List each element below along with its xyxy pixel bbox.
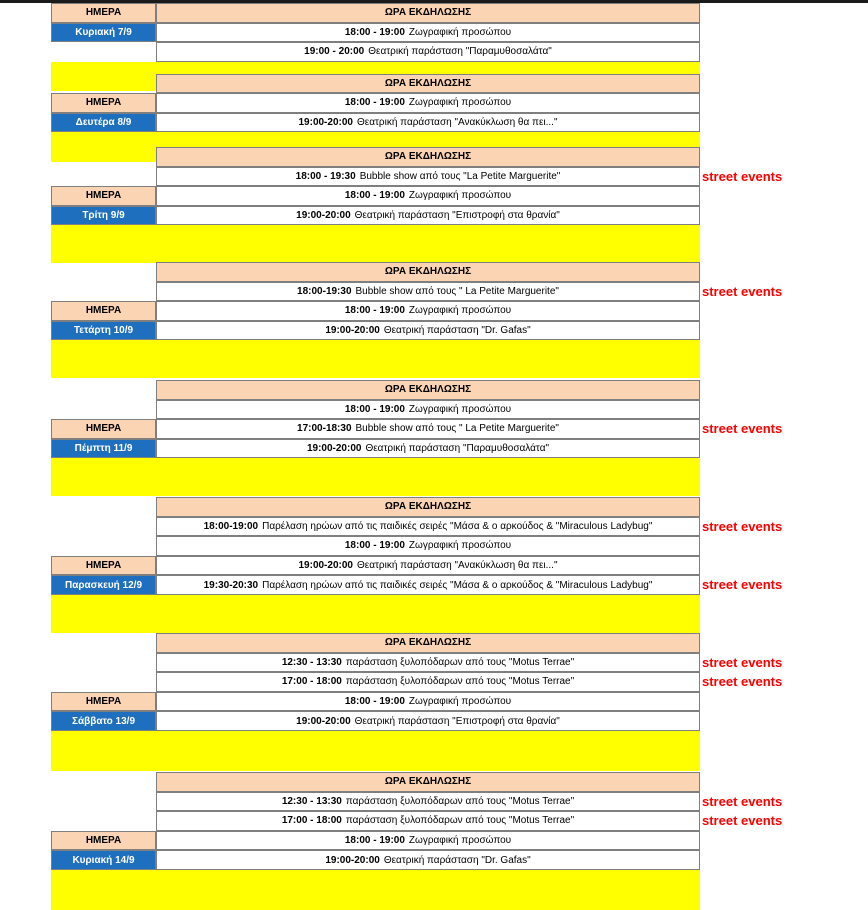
time-header-label: ΩΡΑ ΕΚΔΗΛΩΣΗΣ	[384, 776, 472, 788]
event-row	[156, 167, 700, 187]
event-time: 18:00 - 19:00	[344, 26, 405, 38]
street-events-label: street events	[702, 654, 783, 670]
street-events-label: street events	[702, 577, 783, 593]
event-title: Θεατρική παράσταση "Επιστροφή στα θρανία"	[354, 715, 560, 727]
separator-band	[51, 340, 700, 378]
event-row	[156, 692, 700, 712]
event-time: 17:00 - 18:00	[281, 676, 342, 688]
time-header-label: ΩΡΑ ΕΚΔΗΛΩΣΗΣ	[384, 384, 472, 396]
event-title: Θεατρική παράσταση "Ανακύκλωση θα πει..."	[356, 116, 558, 128]
event-time: 19:00-20:00	[325, 854, 380, 866]
separator-band	[51, 595, 700, 633]
event-title: Bubble show από τους " La Petite Marguerite"	[355, 423, 559, 435]
event-row	[156, 536, 700, 556]
event-row	[156, 850, 700, 870]
day-header-label: ΗΜΕΡΑ	[85, 7, 122, 19]
street-events-label: street events	[702, 283, 783, 299]
event-title: Ζωγραφική προσώπου	[408, 835, 512, 847]
day-cell	[51, 575, 156, 595]
day-cell	[51, 439, 156, 459]
event-title: Θεατρική παράσταση "Dr. Gafas"	[383, 854, 531, 866]
event-time: 12:30 - 13:30	[281, 795, 342, 807]
day-header-label: ΗΜΕΡΑ	[85, 97, 122, 109]
day-header-label: ΗΜΕΡΑ	[85, 696, 122, 708]
event-time: 18:00 - 19:30	[295, 170, 356, 182]
day-header	[51, 93, 156, 113]
day-header	[51, 556, 156, 576]
event-title: Ζωγραφική προσώπου	[408, 97, 512, 109]
time-header	[156, 3, 700, 23]
event-time: 18:00 - 19:00	[344, 540, 405, 552]
event-row	[156, 672, 700, 692]
day-header-label: ΗΜΕΡΑ	[85, 305, 122, 317]
day-label: Σάββατο 13/9	[71, 715, 136, 727]
day-header	[51, 3, 156, 23]
event-row	[156, 419, 700, 439]
event-time: 18:00-19:30	[297, 285, 352, 297]
day-cell	[51, 23, 156, 43]
event-row	[156, 282, 700, 302]
event-row	[156, 575, 700, 595]
event-time: 19:30-20:30	[203, 579, 259, 591]
event-title: παράσταση ξυλοπόδαρων από τους "Motus Terrae"	[345, 676, 575, 688]
event-title: Θεατρική παράσταση "Παραμυθοσαλάτα"	[368, 46, 552, 58]
time-header	[156, 147, 700, 167]
time-header-label: ΩΡΑ ΕΚΔΗΛΩΣΗΣ	[384, 501, 472, 513]
time-header	[156, 380, 700, 400]
day-header-label: ΗΜΕΡΑ	[85, 190, 122, 202]
event-row	[156, 206, 700, 226]
day-cell	[51, 113, 156, 133]
event-title: Bubble show από τους " La Petite Marguerite"	[355, 285, 559, 297]
street-events-label: street events	[702, 813, 783, 829]
event-time: 19:00 - 20:00	[304, 46, 365, 58]
time-header	[156, 633, 700, 653]
event-title: παράσταση ξυλοπόδαρων από τους "Motus Terrae"	[345, 815, 575, 827]
event-title: Θεατρική παράσταση "Dr. Gafas"	[383, 325, 531, 337]
day-label: Τετάρτη 10/9	[73, 325, 134, 337]
event-time: 19:00-20:00	[298, 560, 353, 572]
street-events-label: street events	[702, 793, 783, 809]
event-row	[156, 711, 700, 731]
event-time: 18:00 - 19:00	[344, 305, 405, 317]
time-header	[156, 772, 700, 792]
event-title: Θεατρική παράσταση "Παραμυθοσαλάτα"	[365, 443, 550, 455]
day-header	[51, 419, 156, 439]
day-header	[51, 831, 156, 851]
day-label: Δευτέρα 8/9	[75, 116, 132, 128]
event-row	[156, 517, 700, 537]
event-time: 19:00-20:00	[325, 325, 380, 337]
event-title: Παρέλαση ηρώων από τις παιδικές σειρές "Μάσα & ο αρκούδος & "Miraculous Ladybug"	[262, 579, 653, 591]
event-row	[156, 93, 700, 113]
event-row	[156, 113, 700, 133]
event-title: παράσταση ξυλοπόδαρων από τους "Motus Terrae"	[345, 656, 575, 668]
event-row	[156, 321, 700, 341]
event-row	[156, 186, 700, 206]
event-time: 19:00-20:00	[298, 116, 353, 128]
event-time: 18:00 - 19:00	[344, 97, 405, 109]
time-header-label: ΩΡΑ ΕΚΔΗΛΩΣΗΣ	[384, 637, 472, 649]
event-time: 18:00 - 19:00	[344, 696, 405, 708]
event-time: 19:00-20:00	[296, 715, 351, 727]
event-time: 19:00-20:00	[306, 443, 362, 455]
event-title: Θεατρική παράσταση "Ανακύκλωση θα πει..."	[356, 560, 558, 572]
event-title: Θεατρική παράσταση "Επιστροφή στα θρανία"	[354, 210, 560, 222]
time-header	[156, 497, 700, 517]
event-row	[156, 556, 700, 576]
event-title: Bubble show από τους "La Petite Marguerite"	[359, 170, 561, 182]
day-header	[51, 301, 156, 321]
street-events-label: street events	[702, 674, 783, 690]
event-title: Ζωγραφική προσώπου	[408, 696, 512, 708]
event-title: Παρέλαση ηρώων από τις παιδικές σειρές "Μάσα & ο αρκούδος & "Miraculous Ladybug"	[262, 520, 653, 532]
street-events-label: street events	[702, 518, 783, 534]
event-time: 12:30 - 13:30	[281, 656, 342, 668]
event-row	[156, 653, 700, 673]
event-time: 18:00 - 19:00	[344, 190, 405, 202]
day-header	[51, 692, 156, 712]
event-time: 18:00-19:00	[203, 520, 259, 532]
time-header-label: ΩΡΑ ΕΚΔΗΛΩΣΗΣ	[384, 151, 472, 163]
day-header	[51, 186, 156, 206]
event-time: 17:00-18:30	[297, 423, 352, 435]
event-row	[156, 400, 700, 420]
event-time: 19:00-20:00	[296, 210, 351, 222]
time-header-label: ΩΡΑ ΕΚΔΗΛΩΣΗΣ	[384, 7, 472, 19]
event-title: Ζωγραφική προσώπου	[408, 26, 512, 38]
event-time: 17:00 - 18:00	[281, 815, 342, 827]
street-events-label: street events	[702, 421, 783, 437]
day-cell	[51, 321, 156, 341]
day-cell	[51, 711, 156, 731]
event-row	[156, 831, 700, 851]
time-header-label: ΩΡΑ ΕΚΔΗΛΩΣΗΣ	[384, 77, 472, 89]
day-label: Κυριακή 14/9	[72, 854, 135, 866]
day-label: Τρίτη 9/9	[82, 210, 125, 222]
event-title: Ζωγραφική προσώπου	[408, 305, 512, 317]
day-cell	[51, 206, 156, 226]
day-label: Κυριακή 7/9	[75, 26, 132, 38]
event-title: Ζωγραφική προσώπου	[408, 190, 512, 202]
event-time: 18:00 - 19:00	[344, 403, 405, 415]
event-row	[156, 811, 700, 831]
event-row	[156, 792, 700, 812]
event-title: παράσταση ξυλοπόδαρων από τους "Motus Terrae"	[345, 795, 575, 807]
event-title: Ζωγραφική προσώπου	[408, 403, 512, 415]
day-header-label: ΗΜΕΡΑ	[85, 835, 122, 847]
separator-band	[51, 458, 700, 496]
time-header	[156, 74, 700, 94]
event-row	[156, 301, 700, 321]
separator-band	[51, 870, 700, 910]
time-header-label: ΩΡΑ ΕΚΔΗΛΩΣΗΣ	[384, 266, 472, 278]
event-title: Ζωγραφική προσώπου	[408, 540, 512, 552]
event-row	[156, 439, 700, 459]
street-events-label: street events	[702, 168, 783, 184]
separator-band	[51, 225, 700, 263]
event-row	[156, 42, 700, 62]
day-header-label: ΗΜΕΡΑ	[85, 423, 122, 435]
event-time: 18:00 - 19:00	[344, 835, 405, 847]
separator-band	[51, 731, 700, 771]
day-label: Πέμπτη 11/9	[74, 443, 133, 455]
day-header-label: ΗΜΕΡΑ	[85, 560, 122, 572]
event-row	[156, 23, 700, 43]
day-cell	[51, 850, 156, 870]
time-header	[156, 262, 700, 282]
day-label: Παρασκευή 12/9	[64, 579, 143, 591]
